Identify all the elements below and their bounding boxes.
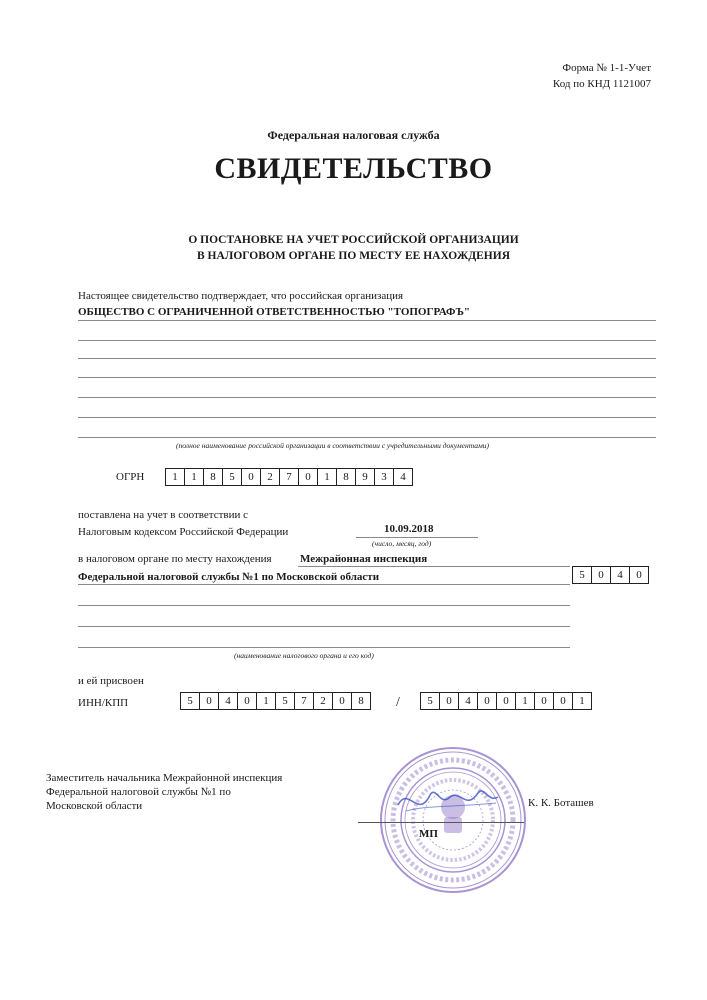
ogrn-label: ОГРН: [116, 471, 145, 483]
registration-line-2: Налоговым кодексом Российской Федерации: [78, 526, 289, 538]
authority-name-line-2: Федеральной налоговой службы №1 по Московской области: [78, 571, 380, 583]
kpp-digit: 0: [439, 692, 459, 710]
name-line-3: [78, 358, 656, 359]
ogrn-digit: 0: [241, 468, 261, 486]
date-line: [356, 537, 478, 538]
page-title: СВИДЕТЕЛЬСТВО: [214, 152, 493, 185]
authority-name-line-1: Межрайонная инспекция: [300, 553, 428, 565]
signer-position-line-2: Федеральной налоговой службы №1 по: [46, 786, 231, 798]
authority-line-1: [298, 566, 570, 567]
authority-line-3: [78, 605, 570, 606]
authority-code-digit: 5: [572, 566, 592, 584]
subtitle-line-1: О ПОСТАНОВКЕ НА УЧЕТ РОССИЙСКОЙ ОРГАНИЗАЦИИ: [188, 234, 519, 246]
organization-name: ОБЩЕСТВО С ОГРАНИЧЕННОЙ ОТВЕТСТВЕННОСТЬЮ "ТОПОГРАФЪ": [78, 306, 471, 318]
registration-date: 10.09.2018: [384, 523, 434, 535]
inn-digit: 0: [199, 692, 219, 710]
ogrn-digit: 9: [355, 468, 375, 486]
registration-line-1: поставлена на учет в соответствии с: [78, 509, 249, 521]
name-line-2: [78, 340, 656, 341]
authority-caption: (наименование налогового органа и его код): [234, 651, 374, 660]
seal-label: МП: [419, 828, 438, 840]
name-line-7: [78, 437, 656, 438]
ogrn-digit: 8: [336, 468, 356, 486]
authority-code-digit: 4: [610, 566, 630, 584]
authority-prefix: в налоговом органе по месту нахождения: [78, 553, 272, 565]
signature-line: [358, 822, 524, 823]
ogrn-digit: 2: [260, 468, 280, 486]
official-stamp: [378, 745, 528, 895]
kpp-digit: 1: [572, 692, 592, 710]
date-caption: (число, месяц, год): [372, 539, 432, 548]
inn-digit: 5: [180, 692, 200, 710]
signer-position-line-1: Заместитель начальника Межрайонной инспекция: [46, 772, 283, 784]
ogrn-digit: 8: [203, 468, 223, 486]
kpp-digit: 1: [515, 692, 535, 710]
assignment-label: и ей присвоен: [78, 675, 144, 687]
kpp-cells: [420, 692, 592, 710]
ogrn-cells: [165, 468, 413, 486]
authority-line-5: [78, 647, 570, 648]
ogrn-digit: 3: [374, 468, 394, 486]
inn-digit: 4: [218, 692, 238, 710]
subtitle-line-2: В НАЛОГОВОМ ОРГАНЕ ПО МЕСТУ ЕЕ НАХОЖДЕНИЯ: [196, 250, 511, 262]
signer-position-line-3: Московской области: [46, 800, 143, 812]
name-line-5: [78, 397, 656, 398]
ogrn-digit: 1: [184, 468, 204, 486]
agency-name: Федеральная налоговая служба: [267, 128, 440, 142]
ogrn-digit: 1: [165, 468, 185, 486]
authority-line-2: [78, 584, 570, 585]
ogrn-digit: 4: [393, 468, 413, 486]
inn-digit: 0: [332, 692, 352, 710]
inn-digit: 8: [351, 692, 371, 710]
inn-digit: 5: [275, 692, 295, 710]
inn-kpp-separator: /: [396, 695, 400, 710]
inn-digit: 2: [313, 692, 333, 710]
kpp-digit: 0: [496, 692, 516, 710]
authority-code-digit: 0: [629, 566, 649, 584]
name-line-1: [78, 320, 656, 321]
ogrn-digit: 7: [279, 468, 299, 486]
kpp-digit: 4: [458, 692, 478, 710]
inn-digit: 0: [237, 692, 257, 710]
inn-cells: [180, 692, 371, 710]
inn-digit: 7: [294, 692, 314, 710]
inn-digit: 1: [256, 692, 276, 710]
authority-code-cells: [572, 566, 649, 584]
kpp-digit: 0: [553, 692, 573, 710]
authority-code-digit: 0: [591, 566, 611, 584]
form-number: Форма № 1-1-Учет: [562, 62, 651, 74]
authority-line-4: [78, 626, 570, 627]
ogrn-digit: 5: [222, 468, 242, 486]
organization-name-caption: (полное наименование российской организации в соответствии с учредительными документами): [176, 441, 490, 450]
kpp-digit: 0: [534, 692, 554, 710]
name-line-4: [78, 377, 656, 378]
certificate-intro: Настоящее свидетельство подтверждает, что российская организация: [78, 290, 404, 302]
ogrn-digit: 1: [317, 468, 337, 486]
kpp-digit: 0: [477, 692, 497, 710]
kpp-digit: 5: [420, 692, 440, 710]
signer-name: К. К. Боташев: [528, 797, 594, 809]
knd-code: Код по КНД 1121007: [552, 78, 651, 90]
name-line-6: [78, 417, 656, 418]
inn-kpp-label: ИНН/КПП: [78, 697, 129, 709]
ogrn-digit: 0: [298, 468, 318, 486]
